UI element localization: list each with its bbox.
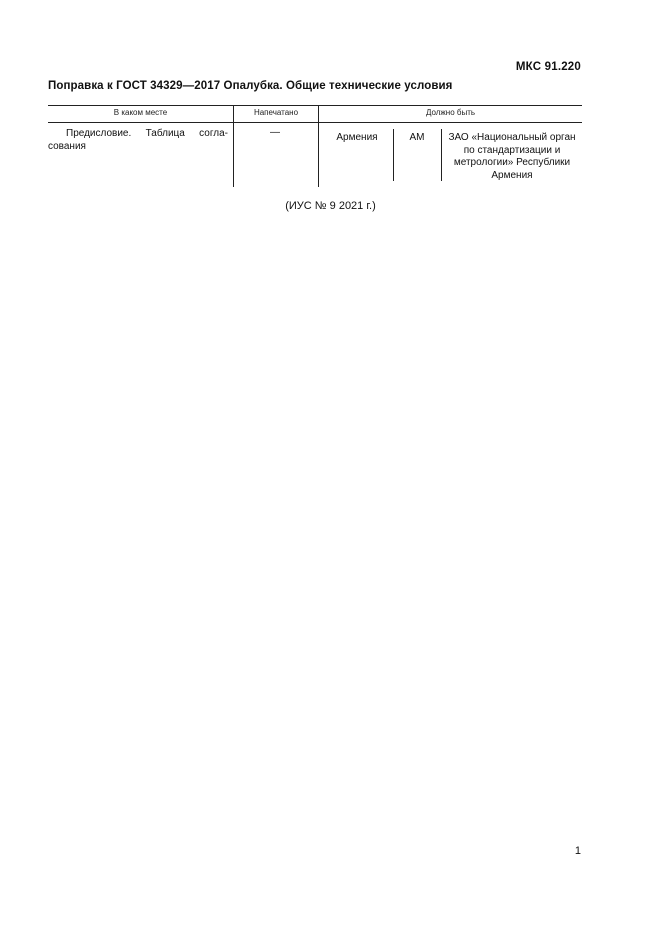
page-number: 1 <box>574 845 581 857</box>
column-divider <box>318 105 319 187</box>
table-top-rule <box>48 105 582 106</box>
header-should-be: Должно быть <box>425 108 476 117</box>
cell-organization: ЗАО «Национальный орган по стандартизации и метрологии» Республики Армения <box>448 132 576 181</box>
column-divider <box>233 105 234 187</box>
cell-printed: — <box>270 127 280 138</box>
cell-where: Предисловие. Таблица согла-сования <box>48 128 228 152</box>
cell-country-code: AM <box>409 132 425 143</box>
table-header-rule <box>48 122 582 123</box>
cell-country: Армения <box>336 132 378 143</box>
classification-code: МКС 91.220 <box>515 61 581 73</box>
document-title: Поправка к ГОСТ 34329—2017 Опалубка. Общие технические условия <box>48 80 453 92</box>
source-note: (ИУС № 9 2021 г.) <box>285 200 376 212</box>
header-where: В каком месте <box>113 108 168 117</box>
header-printed: Напечатано <box>253 108 299 117</box>
